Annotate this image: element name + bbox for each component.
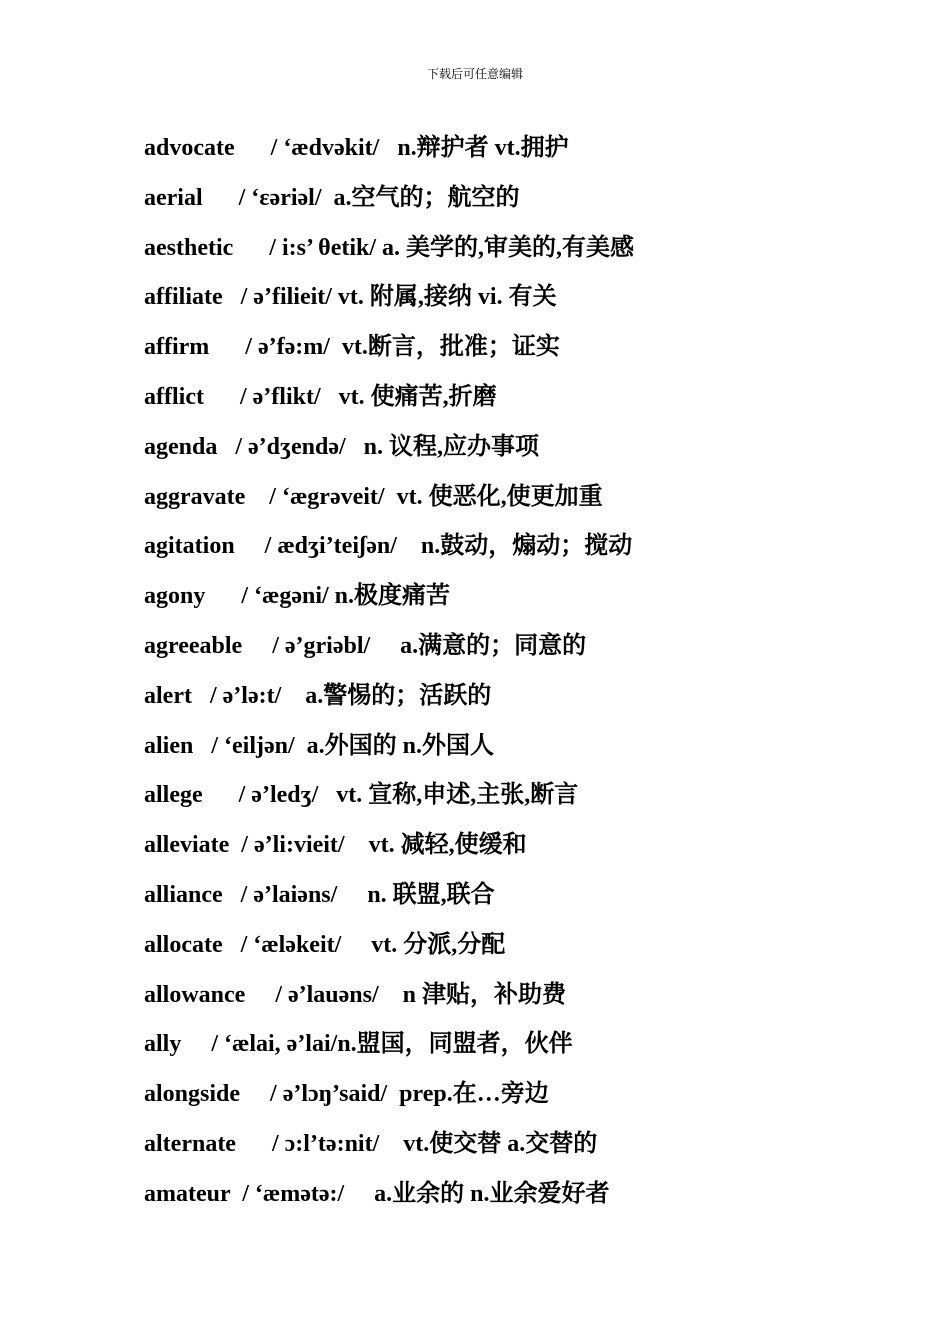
vocab-entry: amateur / ‘æmətə:/ a.业余的 n.业余爱好者 (144, 1180, 610, 1207)
vocab-entry: allowance / ə’lauəns/ n 津贴，补助费 (144, 981, 567, 1008)
vocab-entry: alternate / ɔ:l’tə:nit/ vt.使交替 a.交替的 (144, 1130, 598, 1157)
page-header: 下载后可任意编辑 (426, 67, 523, 81)
vocab-entry: alongside / ə’lɔŋ’said/ prep.在…旁边 (144, 1081, 549, 1108)
vocab-entry: ally / ‘ælai, ə’lai/n.盟国，同盟者，伙伴 (144, 1031, 573, 1058)
vocab-entry: alleviate / ə’li:vieit/ vt. 减轻,使缓和 (144, 832, 527, 859)
vocab-entry: agony / ‘ægəni/ n.极度痛苦 (144, 583, 451, 610)
vocab-entry: allege / ə’ledʒ/ vt. 宣称,申述,主张,断言 (144, 782, 579, 809)
vocab-entry: agitation / ædʒi’teiʃən/ n.鼓动，煽动；搅动 (144, 533, 633, 560)
vocab-entry: allocate / ‘æləkeit/ vt. 分派,分配 (144, 931, 506, 958)
vocab-entry: aggravate / ‘ægrəveit/ vt. 使恶化,使更加重 (144, 483, 603, 510)
vocabulary-list (144, 124, 904, 1220)
vocab-entry: aesthetic / i:s’ θetik/ a. 美学的,审美的,有美感 (144, 234, 635, 261)
vocab-entry: advocate / ‘ædvəkit/ n.辩护者 vt.拥护 (144, 135, 569, 161)
vocab-entry: aerial / ‘εəriəl/ a.空气的；航空的 (144, 184, 520, 211)
vocab-entry: affirm / ə’fə:m/ vt.断言，批准；证实 (144, 334, 560, 361)
vocab-entry: afflict / ə’flikt/ vt. 使痛苦,折磨 (144, 383, 497, 410)
vocab-entry: affiliate / ə’filieit/ vt. 附属,接纳 vi. 有关 (144, 284, 557, 311)
vocab-entry: alien / ‘eiljən/ a.外国的 n.外国人 (144, 732, 494, 759)
vocab-entry: agenda / ə’dʒendə/ n. 议程,应办事项 (144, 433, 540, 460)
vocab-entry: alliance / ə’laiəns/ n. 联盟,联合 (144, 881, 495, 908)
vocab-entry: agreeable / ə’griəbl/ a.满意的；同意的 (144, 632, 587, 659)
vocab-entry: alert / ə’lə:t/ a.警惕的；活跃的 (144, 682, 492, 709)
